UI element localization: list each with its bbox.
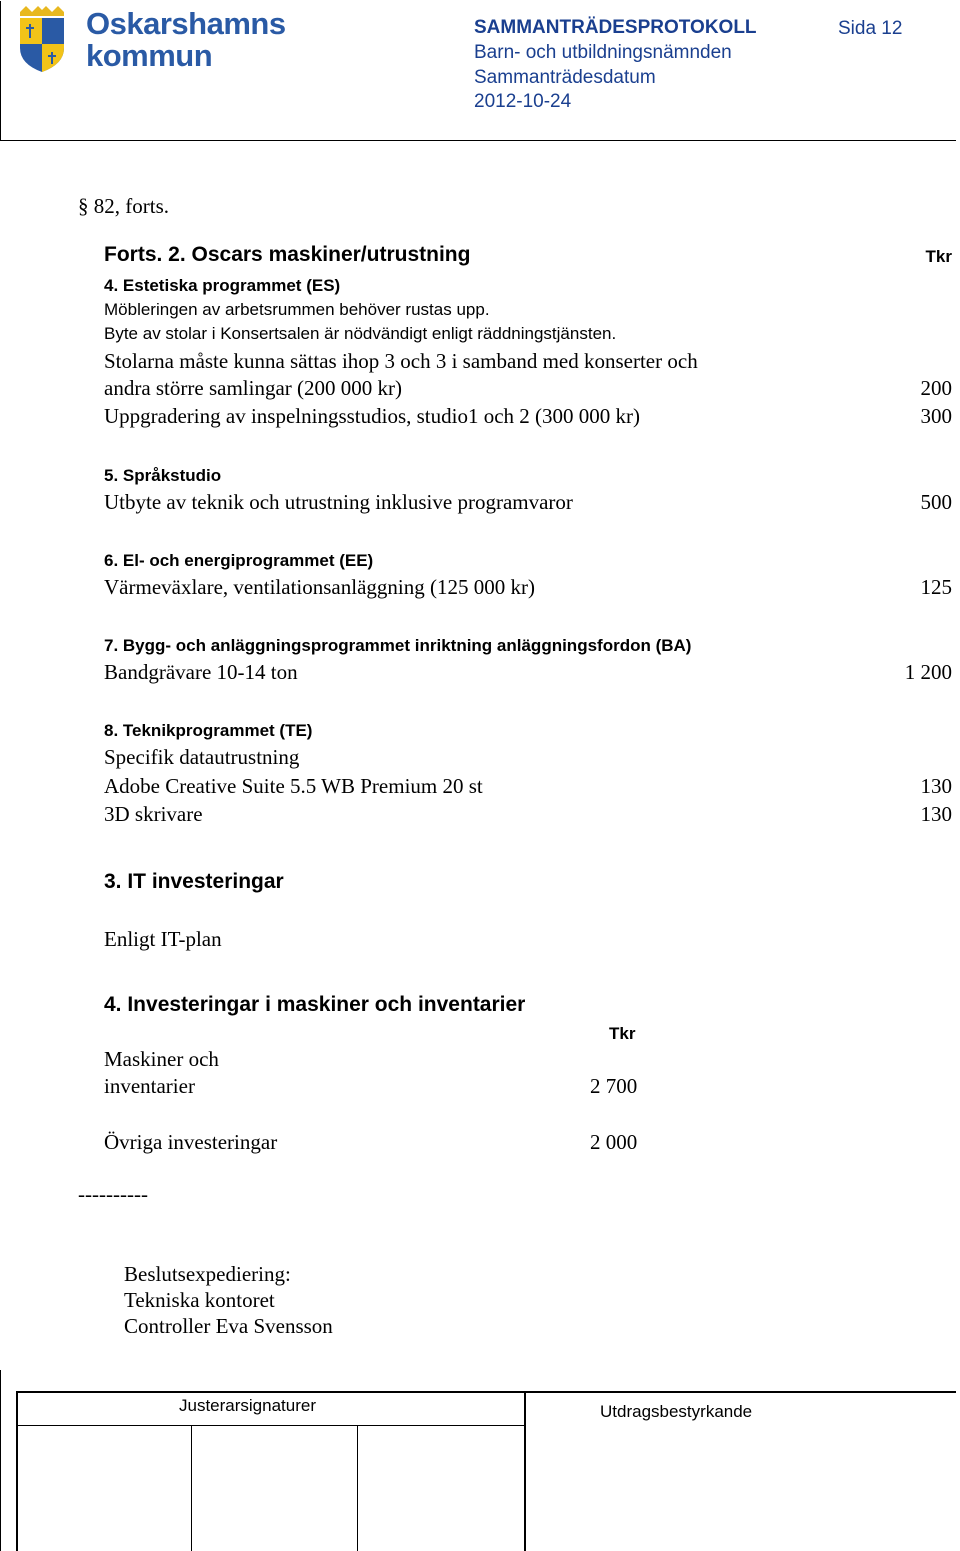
ee-value: 125 <box>920 575 952 599</box>
inv-line-2: Övriga investeringar <box>104 1130 278 1154</box>
es-line-3: Stolarna måste kunna sättas ihop 3 och 3 i samband med konserter och <box>104 349 698 373</box>
es-line-1: Möbleringen av arbetsrummen behöver rustas upp. <box>104 300 490 319</box>
header-divider <box>0 140 956 141</box>
table-col-divider-2 <box>357 1425 358 1551</box>
page-number: Sida 12 <box>838 18 903 39</box>
inv-column-tkr: Tkr <box>609 1024 636 1043</box>
logo-wordmark-line2: kommun <box>86 38 213 73</box>
es-line-4-value: 200 <box>920 376 952 400</box>
it-line: Enligt IT-plan <box>104 927 222 951</box>
es-line-2: Byte av stolar i Konsertsalen är nödvändigt enligt räddningstjänsten. <box>104 324 617 343</box>
expedition-heading: Beslutsexpediering: <box>124 1262 291 1286</box>
inv-line-2-value: 2 000 <box>590 1130 638 1154</box>
ee-heading: 6. El- och energiprogrammet (EE) <box>104 551 374 570</box>
expedition-recipient-2: Controller Eva Svensson <box>124 1314 333 1338</box>
te-line-3: 3D skrivare <box>104 802 203 826</box>
te-line-1: Specifik datautrustning <box>104 745 300 769</box>
te-heading: 8. Teknikprogrammet (TE) <box>104 721 313 740</box>
table-top-rule <box>16 1391 956 1393</box>
column-header-tkr: Tkr <box>925 247 952 266</box>
te-line-3-value: 130 <box>920 802 952 826</box>
ee-line: Värmeväxlare, ventilationsanläggning (125 000 kr) <box>104 575 535 599</box>
expedition-recipient-1: Tekniska kontoret <box>124 1288 275 1312</box>
es-line-4: andra större samlingar (200 000 kr) <box>104 376 402 400</box>
ba-value: 1 200 <box>904 660 952 684</box>
paragraph-reference: § 82, forts. <box>78 194 169 218</box>
inv-line-1b: inventarier <box>104 1074 195 1098</box>
committee-name: Barn- och utbildningsnämnden <box>474 42 732 63</box>
inv-heading: 4. Investeringar i maskiner och inventarier <box>104 993 526 1016</box>
table-left-rule <box>16 1391 18 1551</box>
es-line-5: Uppgradering av inspelningsstudios, studio1 och 2 (300 000 kr) <box>104 404 641 428</box>
table-inner-rule <box>16 1425 525 1426</box>
inv-line-1a: Maskiner och <box>104 1047 219 1071</box>
te-line-2-value: 130 <box>920 774 952 798</box>
ba-heading: 7. Bygg- och anläggningsprogrammet inriktning anläggningsfordon (BA) <box>104 636 692 655</box>
es-heading: 4. Estetiska programmet (ES) <box>104 276 341 295</box>
sprak-heading: 5. Språkstudio <box>104 466 222 485</box>
document-title: SAMMANTRÄDESPROTOKOLL <box>474 17 757 38</box>
justerare-label: Justerarsignaturer <box>179 1396 317 1415</box>
te-line-2: Adobe Creative Suite 5.5 WB Premium 20 st <box>104 774 483 798</box>
kommun-logo <box>16 4 286 76</box>
ba-line: Bandgrävare 10-14 ton <box>104 660 298 684</box>
inv-line-1-value: 2 700 <box>590 1074 638 1098</box>
separator-dashes: ---------- <box>78 1182 148 1206</box>
section-title-machines: Forts. 2. Oscars maskiner/utrustning <box>104 243 471 266</box>
coat-of-arms-icon <box>16 4 68 74</box>
header-left-border <box>0 1 1 141</box>
page-left-border <box>0 1370 1 1551</box>
it-heading: 3. IT investeringar <box>104 870 284 893</box>
date-label: Sammanträdesdatum <box>474 67 656 88</box>
table-col-divider-1 <box>191 1425 192 1551</box>
utdrag-label: Utdragsbestyrkande <box>600 1402 753 1421</box>
table-col-divider-3 <box>524 1391 526 1551</box>
sprak-line: Utbyte av teknik och utrustning inklusive programvaror <box>104 490 573 514</box>
es-line-5-value: 300 <box>920 404 952 428</box>
logo-wordmark-line1: Oskarshamns <box>86 6 286 41</box>
meeting-date: 2012-10-24 <box>474 91 572 112</box>
sprak-value: 500 <box>920 490 952 514</box>
